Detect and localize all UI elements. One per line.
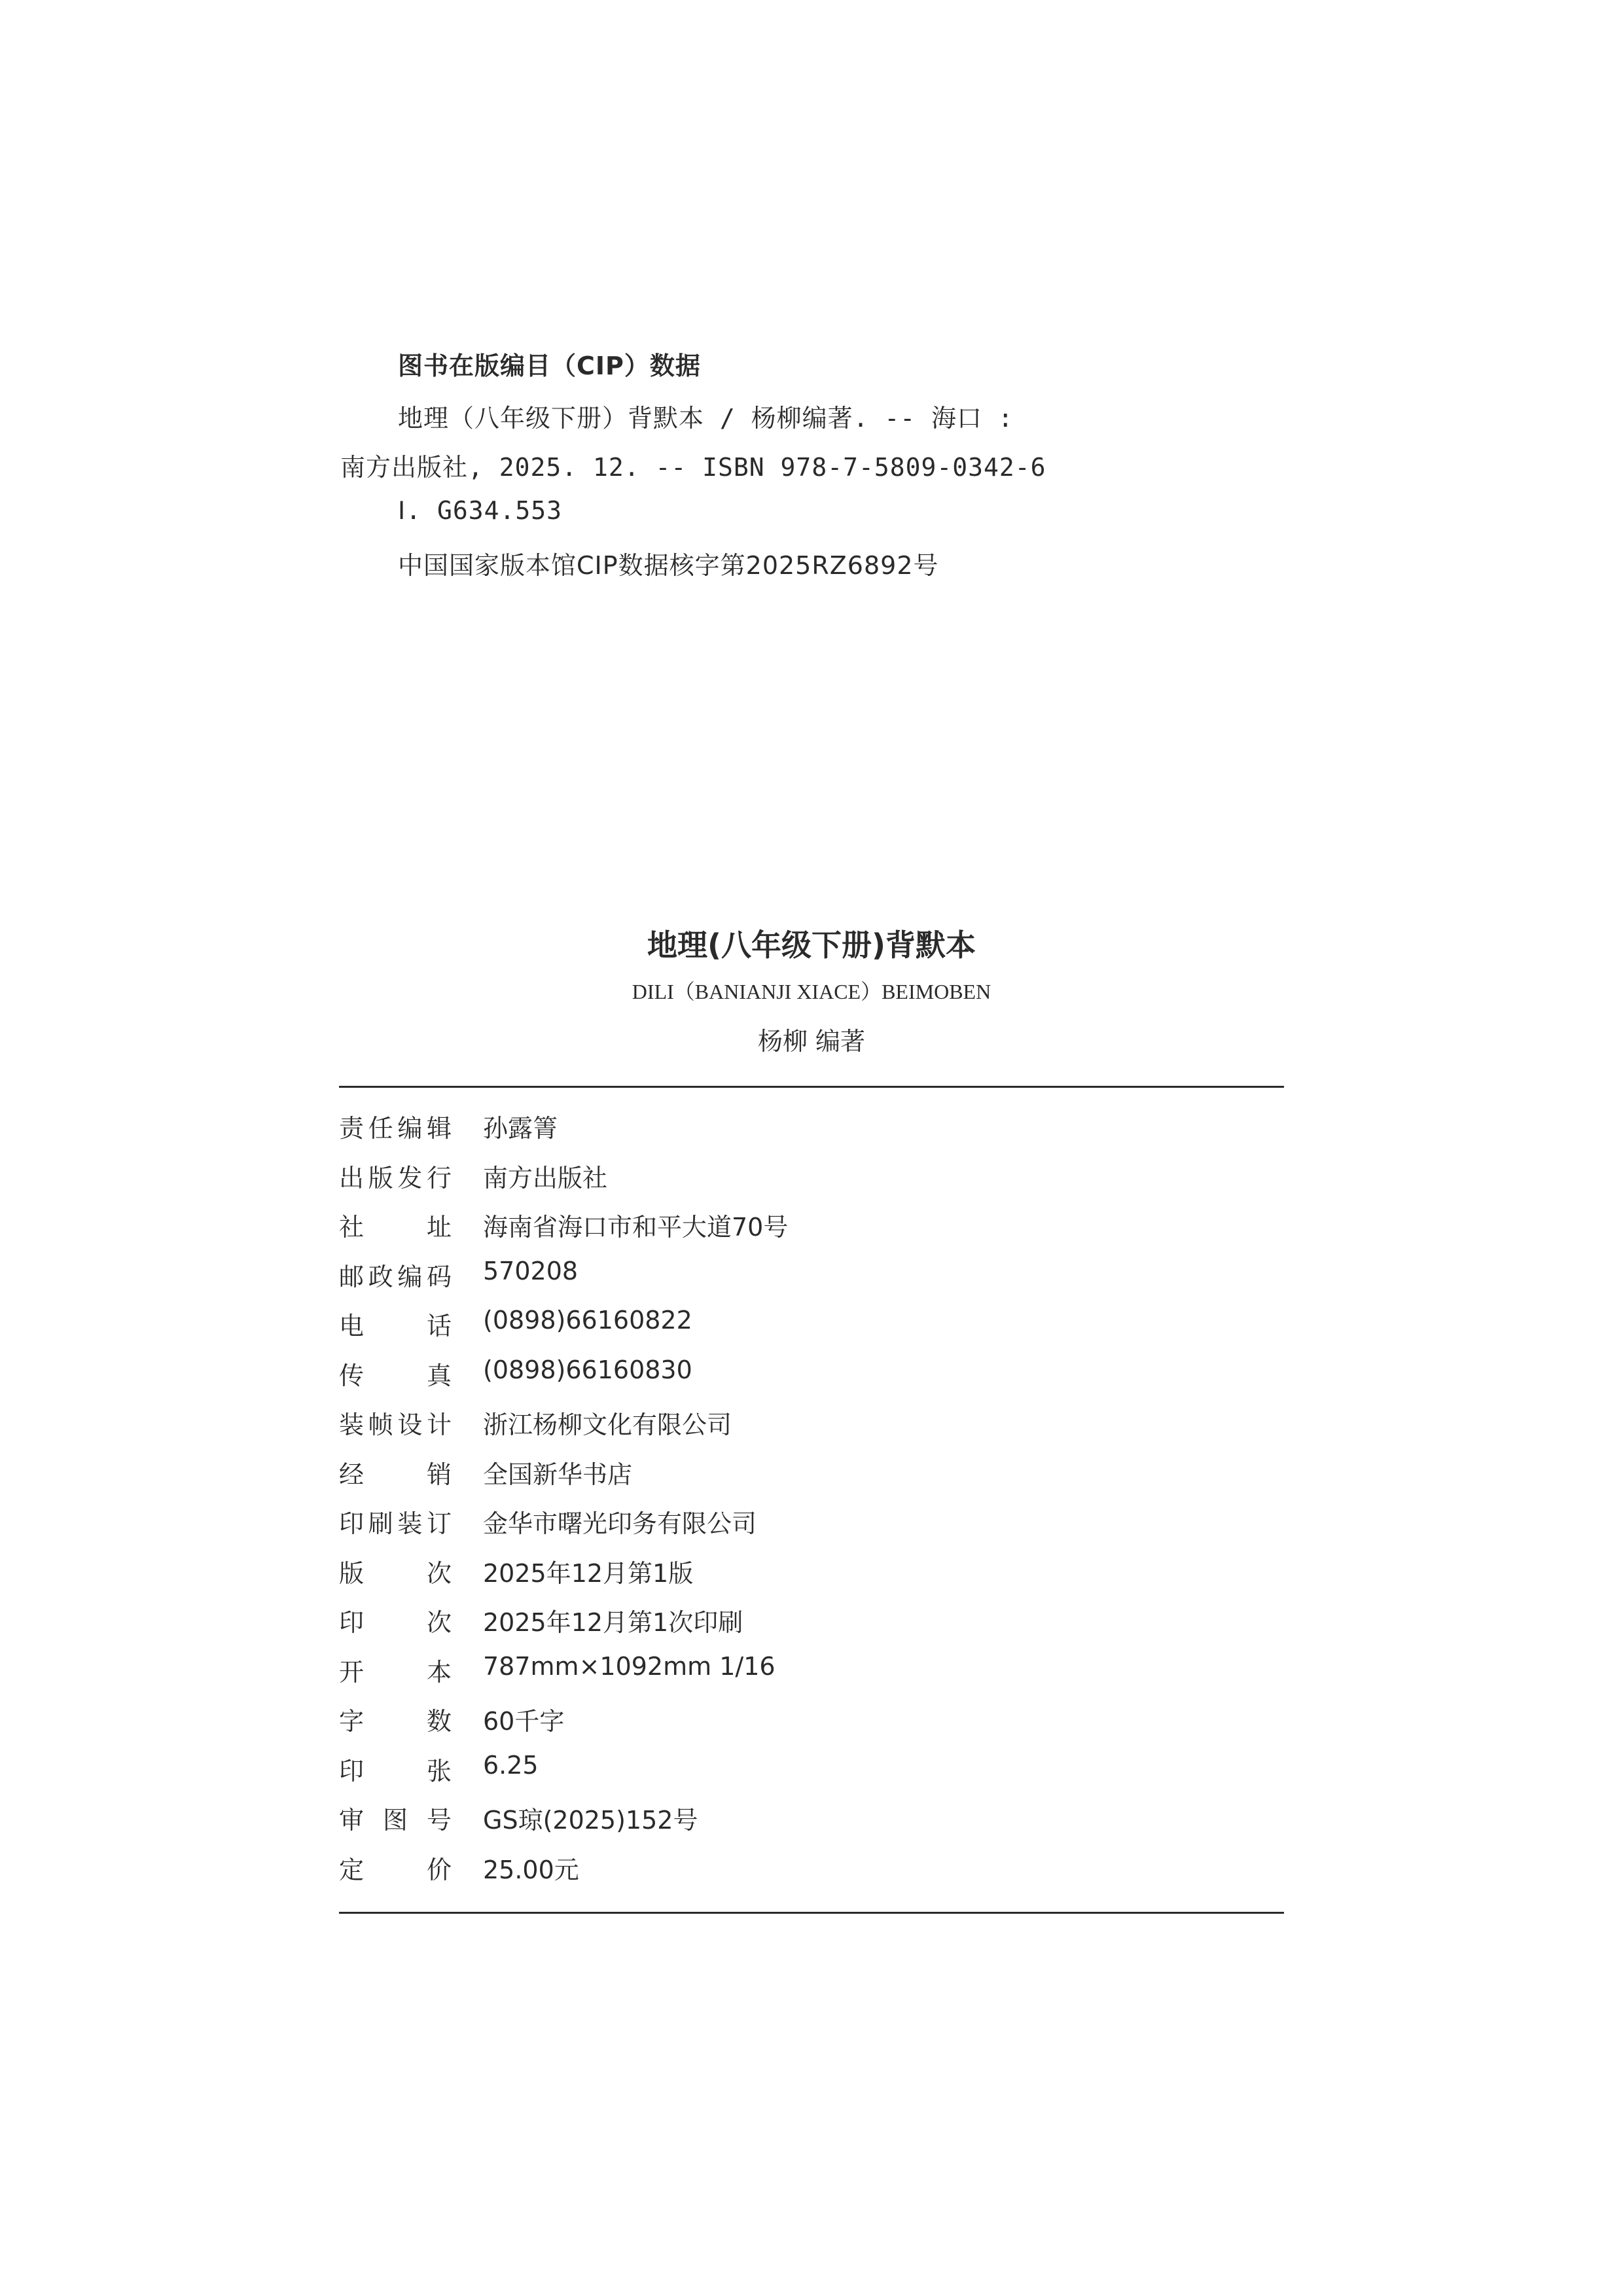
info-label: 字 数	[339, 1707, 452, 1736]
info-value: 787mm×1092mm 1/16	[483, 1651, 776, 1681]
info-label: 印 次	[339, 1608, 452, 1637]
info-label: 电 话	[339, 1312, 452, 1340]
info-row-printing	[339, 1602, 1284, 1652]
info-value: 南方出版社	[483, 1163, 608, 1193]
cip-heading: 图书在版编目（CIP）数据	[398, 351, 701, 380]
info-row-map-approval	[339, 1800, 1284, 1850]
info-label: 装帧设计	[339, 1410, 452, 1439]
info-row-fax	[339, 1355, 1284, 1405]
info-row-printer	[339, 1503, 1284, 1553]
info-value: 浙江杨柳文化有限公司	[483, 1410, 732, 1439]
info-row-publisher	[339, 1158, 1284, 1208]
info-value: (0898)66160822	[483, 1306, 692, 1335]
info-value: 全国新华书店	[483, 1460, 633, 1489]
info-row-address	[339, 1207, 1284, 1257]
info-value: GS琼(2025)152号	[483, 1806, 698, 1835]
top-rule	[339, 1086, 1284, 1088]
info-value: 2025年12月第1版	[483, 1558, 694, 1588]
info-value: 6.25	[483, 1750, 539, 1780]
cip-line-title-author: 地理（八年级下册）背默本 / 杨柳编著. -- 海口 :	[398, 404, 1014, 433]
info-value: (0898)66160830	[483, 1355, 692, 1384]
info-row-phone	[339, 1306, 1284, 1355]
info-row-postcode	[339, 1257, 1284, 1306]
info-label: 邮政编码	[339, 1262, 452, 1291]
info-value: 海南省海口市和平大道70号	[483, 1213, 789, 1242]
publication-info-list	[339, 1108, 1284, 1899]
info-row-price	[339, 1850, 1284, 1899]
info-value: 60千字	[483, 1707, 565, 1736]
cip-line-record-number: 中国国家版本馆CIP数据核字第2025RZ6892号	[398, 551, 939, 580]
info-row-sheets	[339, 1751, 1284, 1801]
cip-line-classification: Ⅰ. G634.553	[398, 496, 562, 525]
info-label: 责任编辑	[339, 1114, 452, 1143]
info-value: 金华市曙光印务有限公司	[483, 1509, 757, 1538]
info-value: 570208	[483, 1256, 579, 1285]
info-label: 经 销	[339, 1460, 452, 1489]
info-label: 开 本	[339, 1657, 452, 1687]
info-row-editor	[339, 1108, 1284, 1158]
info-value: 2025年12月第1次印刷	[483, 1608, 743, 1637]
info-row-word-count	[339, 1701, 1284, 1751]
info-value: 25.00元	[483, 1855, 579, 1884]
info-value: 孙露箐	[483, 1114, 558, 1143]
book-title: 地理(八年级下册)背默本	[647, 927, 976, 963]
bottom-rule	[339, 1912, 1284, 1914]
info-row-edition	[339, 1553, 1284, 1603]
info-label: 出版发行	[339, 1163, 452, 1193]
info-label: 审 图 号	[339, 1806, 452, 1835]
info-row-format	[339, 1652, 1284, 1702]
book-author: 杨柳 编著	[757, 1027, 866, 1056]
info-row-distributor	[339, 1454, 1284, 1504]
info-label: 定 价	[339, 1855, 452, 1884]
info-label: 版 次	[339, 1558, 452, 1588]
cip-line-publisher-isbn: 南方出版社, 2025. 12. -- ISBN 978-7-5809-0342-6	[340, 453, 1046, 482]
info-label: 印刷装订	[339, 1509, 452, 1538]
book-title-pinyin: DILI（BANIANJI XIACE）BEIMOBEN	[632, 980, 991, 1003]
info-row-design	[339, 1405, 1284, 1454]
info-label: 印 张	[339, 1756, 452, 1785]
info-label: 社 址	[339, 1213, 452, 1242]
info-label: 传 真	[339, 1361, 452, 1390]
